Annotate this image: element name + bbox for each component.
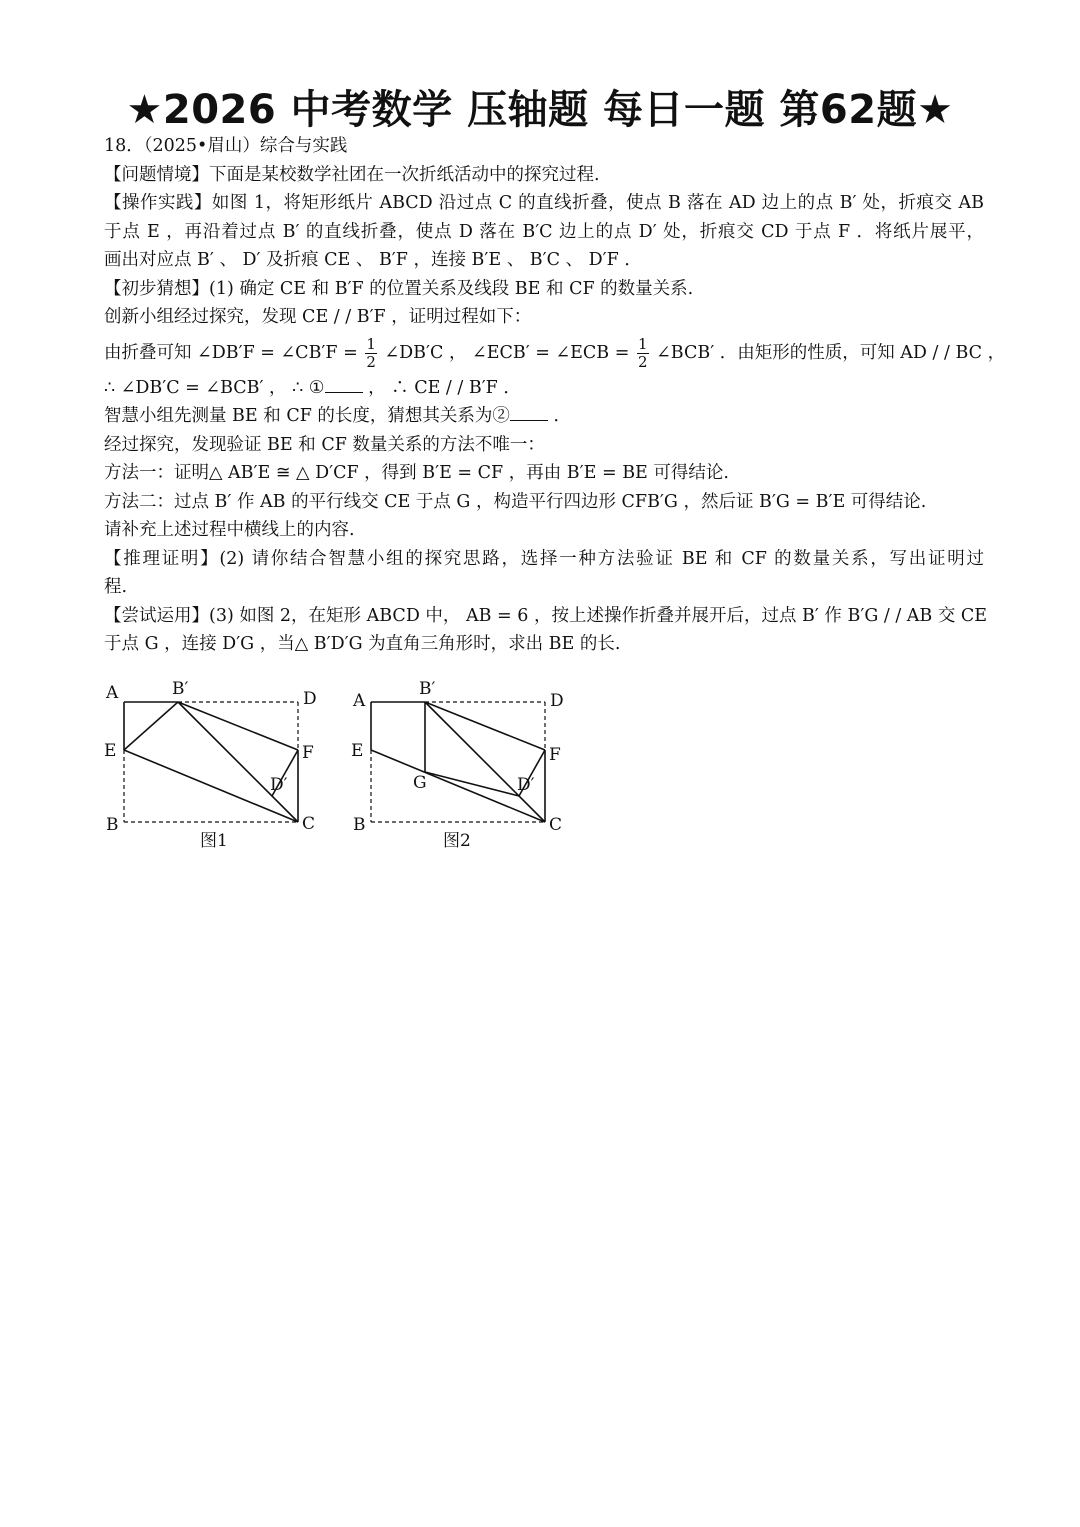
- method-2: 方法二：过点 B′ 作 AB 的平行线交 CE 于点 G ，构造平行四边形 CFB′G ，然后证 B′G = B′E 可得结论.: [104, 491, 927, 512]
- page-title: ★2026 中考数学 压轴题 每日一题 第62题★: [126, 87, 954, 133]
- question-3: 【尝试运用】(3) 如图 2，在矩形 ABCD 中， AB = 6 ，按上述操作折叠并展开后，过点 B′ 作 B′G / / AB 交 CE: [104, 605, 988, 626]
- segment-B-prime-E: [124, 702, 178, 750]
- fraction-numerator: 1: [637, 334, 648, 353]
- figure-1: [100, 672, 330, 866]
- problem-context: 【问题情境】下面是某校数学社团在一次折纸活动中的探究过程.: [104, 164, 600, 185]
- point-label-F: F: [549, 745, 561, 765]
- fraction: [637, 336, 649, 371]
- figure-2-caption: 图2: [443, 831, 471, 851]
- point-label-A: A: [106, 683, 119, 703]
- point-label-D-prime: D′: [270, 775, 288, 795]
- equation-part: ∠BCB′ ．由矩形的性质，可知 AD / / BC ，: [656, 342, 1006, 363]
- figure-2: [347, 672, 577, 866]
- point-label-D: D: [303, 689, 317, 709]
- point-label-A: A: [353, 691, 366, 711]
- point-label-C: C: [549, 815, 563, 835]
- figure-1-diagram: [100, 672, 330, 862]
- fraction-denominator: 2: [637, 352, 648, 371]
- question-1: 【初步猜想】(1) 确定 CE 和 B′F 的位置关系及线段 BE 和 CF 的数量关系.: [104, 278, 694, 299]
- figure-1-caption: 图1: [200, 831, 228, 851]
- figure-2-diagram: [347, 672, 577, 862]
- text-fragment: ．: [547, 406, 571, 426]
- point-label-B-prime: B′: [172, 679, 189, 699]
- text-line: [104, 402, 984, 431]
- fraction-denominator: 2: [366, 352, 376, 371]
- point-label-D: D: [550, 691, 564, 711]
- question-2: 【推理证明】(2) 请你结合智慧小组的探究思路，选择一种方法验证 BE 和 CF 的数量关系，写出证明过: [104, 548, 984, 569]
- blank-2: [510, 404, 548, 421]
- text-line: 程.: [104, 577, 128, 597]
- problem-text: [104, 132, 1006, 659]
- equation-part: ∠DB′C ， ∠ECB′ = ∠ECB =: [384, 342, 630, 363]
- fraction-numerator: 1: [366, 334, 376, 353]
- point-label-F: F: [302, 743, 314, 763]
- point-label-C: C: [302, 814, 316, 834]
- text-line: 于点 E ，再沿着过点 B′ 的直线折叠，使点 D 落在 B′C 边上的点 D′ 处，折痕交 CD 于点 F ．将纸片展平，: [104, 221, 984, 242]
- point-label-G: G: [413, 773, 427, 793]
- point-label-B-prime: B′: [419, 679, 436, 699]
- point-label-E: E: [351, 741, 364, 761]
- text-line: [104, 374, 984, 403]
- fold-B-prime-F: [425, 702, 545, 750]
- point-label-B: B: [353, 815, 366, 835]
- text-line: 经过探究，发现验证 BE 和 CF 数量关系的方法不唯一：: [104, 434, 545, 455]
- equation-part: 由折叠可知 ∠DB′F = ∠CB′F =: [104, 342, 358, 363]
- fold-equation-line: [104, 332, 1006, 374]
- segment-B-prime-C: [425, 702, 545, 822]
- blank-1: [325, 376, 363, 393]
- text-fragment: ∴ ∠DB′C = ∠BCB′ ， ∴ ①: [104, 377, 325, 398]
- point-label-D-prime: D′: [517, 775, 535, 795]
- point-label-E: E: [104, 741, 117, 761]
- problem-header: 18．（2025•眉山）综合与实践: [104, 136, 348, 156]
- fraction: [365, 336, 377, 371]
- text-line: 于点 G ，连接 D′G ，当△ B′D′G 为直角三角形时，求出 BE 的长.: [104, 634, 621, 654]
- point-label-B: B: [106, 815, 119, 835]
- text-fragment: 智慧小组先测量 BE 和 CF 的长度，猜想其关系为②: [104, 406, 510, 426]
- segment-B-prime-C: [178, 702, 298, 822]
- text-line: 【操作实践】如图 1，将矩形纸片 ABCD 沿过点 C 的直线折叠，使点 B 落在 AD 边上的点 B′ 处，折痕交 AB: [104, 193, 984, 213]
- text-fragment: ， ∴ CE / / B′F ．: [362, 377, 521, 398]
- text-line: 画出对应点 B′ 、 D′ 及折痕 CE 、 B′F ，连接 B′E 、 B′C 、 D′F ．: [104, 250, 642, 270]
- text-line: 请补充上述过程中横线上的内容.: [104, 520, 355, 540]
- method-1: 方法一：证明△ AB′E ≅ △ D′CF ，得到 B′E = CF ，再由 B′E = BE 可得结论.: [104, 463, 729, 483]
- text-line: 创新小组经过探究，发现 CE / / B′F ，证明过程如下：: [104, 307, 532, 327]
- fold-B-prime-F: [178, 702, 298, 750]
